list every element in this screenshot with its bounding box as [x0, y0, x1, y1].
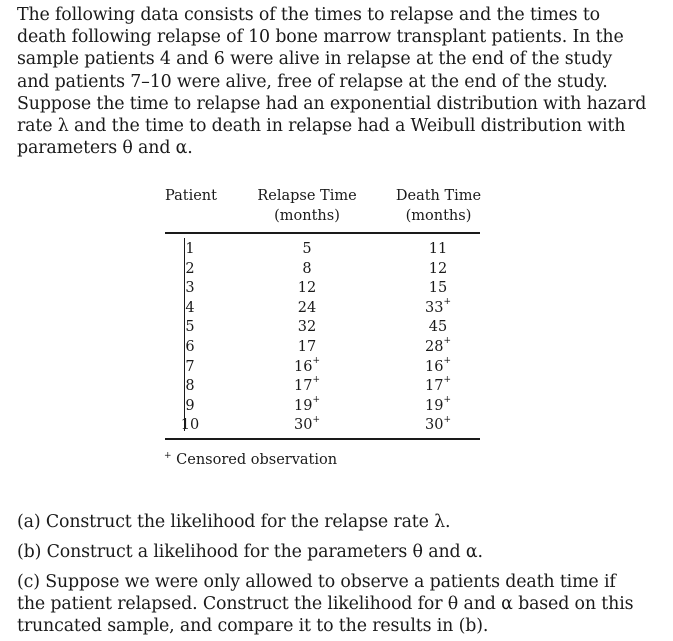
intro-line: sample patients 4 and 6 were alive in relapse at the end of the study	[17, 49, 613, 70]
cell-death-time: 19+	[425, 394, 451, 414]
header-relapse-time: Relapse Time	[257, 188, 357, 204]
question-line: (a) Construct the likelihood for the relapse rate λ.	[17, 512, 451, 532]
cell-death-time: 33+	[425, 296, 451, 316]
cell-death-time: 28+	[425, 336, 451, 355]
cell-patient: 10	[180, 417, 200, 434]
question-c	[17, 571, 657, 638]
table-footnote	[164, 451, 337, 468]
censor-mark: +	[443, 394, 451, 405]
cell-patient: 2	[185, 260, 195, 277]
question-line: (b) Construct a likelihood for the parameters θ and α.	[17, 542, 483, 562]
intro-line: rate λ and the time to death in relapse had a Weibull distribution with	[17, 116, 626, 137]
question-line: (c) Suppose we were only allowed to observe a patients death time if	[17, 572, 616, 592]
censor-mark: +	[443, 355, 451, 366]
cell-death-time: 12	[428, 260, 448, 277]
cell-relapse-time: 32	[297, 319, 317, 336]
intro-line: The following data consists of the times to relapse and the times to	[17, 5, 600, 25]
intro-line: death following relapse of 10 bone marrow transplant patients. In the	[17, 27, 624, 48]
intro-line: Suppose the time to relapse had an exponential distribution with hazard	[17, 93, 647, 114]
cell-relapse-time: 5	[302, 241, 312, 257]
cell-patient: 1	[185, 241, 195, 257]
header-death-time: Death Time	[395, 188, 482, 204]
censor-mark: +	[443, 414, 451, 425]
cell-patient: 4	[185, 299, 195, 316]
question-b	[17, 541, 657, 563]
header-patient: Patient	[165, 188, 217, 204]
cell-death-time: 17+	[425, 375, 451, 395]
cell-relapse-time: 17	[297, 339, 317, 355]
cell-relapse-time: 17+	[294, 375, 320, 395]
cell-patient: 9	[185, 397, 195, 414]
cell-patient: 3	[185, 280, 195, 297]
table-top-rule	[165, 232, 480, 234]
cell-death-time: 11	[428, 241, 448, 257]
header-relapse-unit: (months)	[274, 208, 340, 224]
cell-death-time: 16+	[425, 355, 451, 375]
question-line: truncated sample, and compare it to the results in (b).	[17, 616, 489, 637]
cell-relapse-time: 16+	[294, 355, 320, 375]
cell-death-time: 45	[428, 319, 448, 336]
cell-relapse-time: 12	[297, 280, 317, 297]
censor-mark: +	[312, 375, 320, 386]
cell-patient: 5	[185, 319, 195, 336]
cell-patient: 6	[185, 339, 195, 355]
intro-line: parameters θ and α.	[17, 138, 193, 159]
censor-mark: +	[443, 375, 451, 386]
cell-death-time: 30+	[425, 414, 451, 434]
cell-death-time: 15	[428, 280, 448, 297]
cell-patient: 7	[185, 358, 195, 375]
question-a	[17, 511, 657, 533]
cell-relapse-time: 8	[302, 260, 312, 277]
table-bottom-rule	[165, 438, 480, 440]
censor-mark: +	[443, 336, 451, 347]
cell-patient: 8	[185, 378, 195, 395]
censor-mark: +	[443, 296, 451, 307]
censor-mark: +	[312, 394, 320, 405]
footnote-mark: +	[164, 451, 172, 461]
cell-relapse-time: 19+	[294, 394, 320, 414]
cell-relapse-time: 24	[297, 299, 317, 316]
intro-line: and patients 7–10 were alive, free of relapse at the end of the study.	[17, 71, 608, 92]
footnote-text: Censored observation	[176, 451, 338, 468]
censor-mark: +	[312, 355, 320, 366]
cell-relapse-time: 30+	[294, 414, 320, 434]
question-line: the patient relapsed. Construct the likelihood for θ and α based on this	[17, 594, 634, 615]
header-death-unit: (months)	[405, 208, 472, 224]
intro-paragraph	[17, 4, 647, 159]
censor-mark: +	[312, 414, 320, 425]
